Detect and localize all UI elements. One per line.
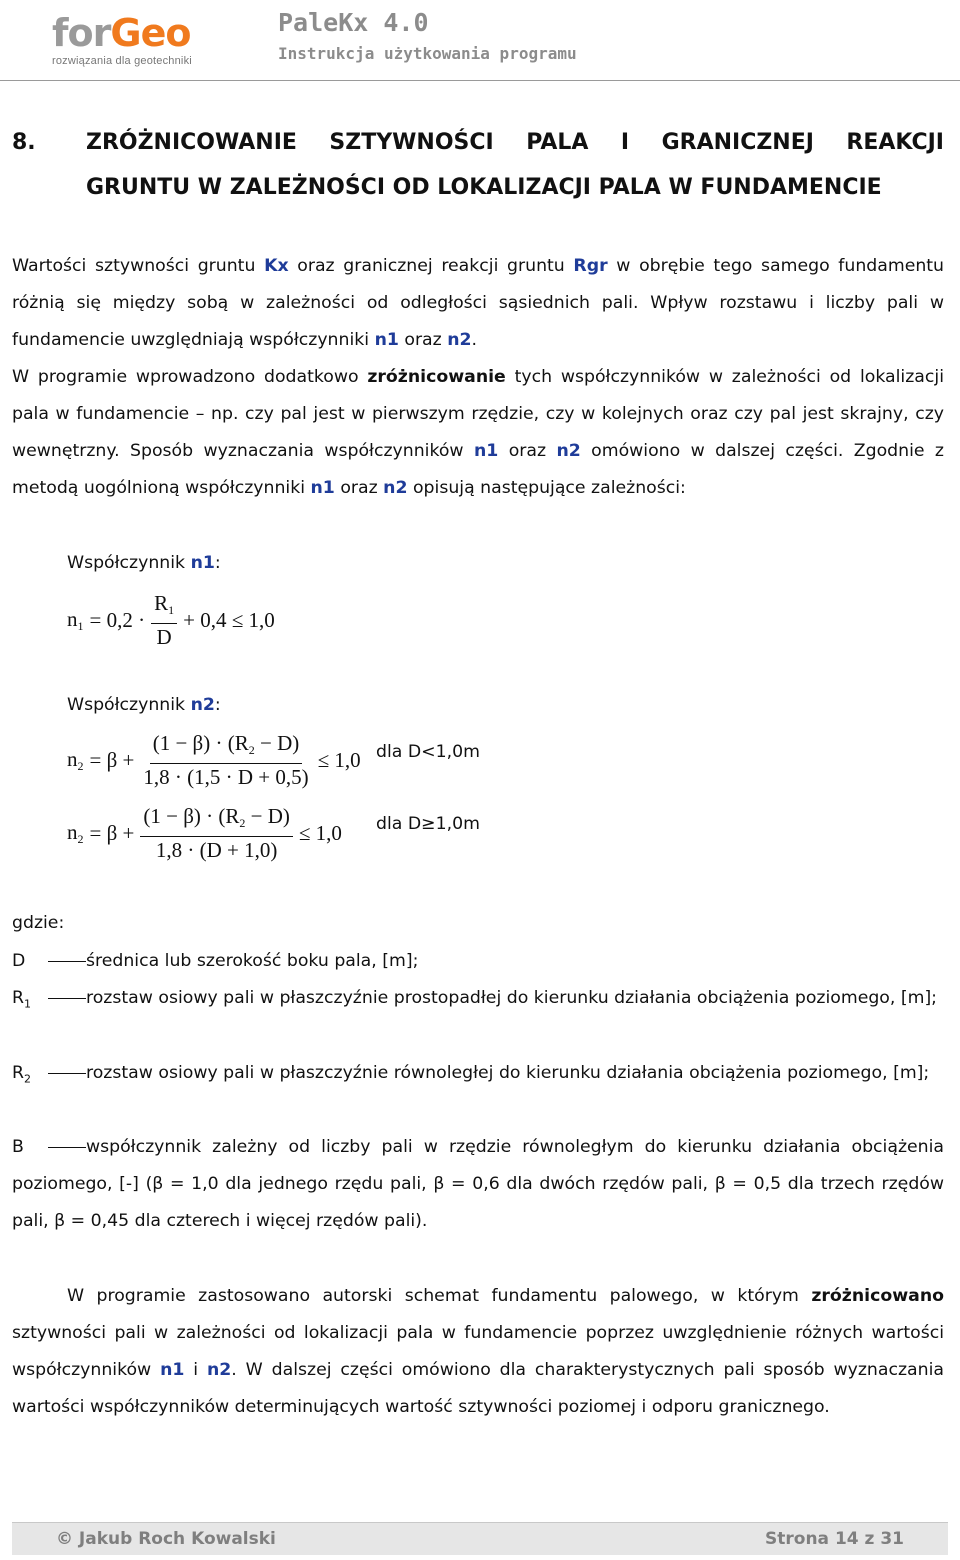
header-title: PaleKx 4.0 (278, 8, 429, 37)
formula-n2-large-d: $n_2$ = β + $\frac{(1 - \beta) \cdot (R_2 - D)}{1,8 \cdot (D + 1,0)}$ ≤ 1,0 (67, 804, 342, 862)
kx-term: Kx (264, 256, 289, 276)
formula-n1: $n_1$ = 0,2 · $\frac{R_1}{D}$ + 0,4 ≤ 1,0 (67, 591, 275, 649)
def-term-beta: B (12, 1137, 24, 1157)
def-term-r2: $R_2$ (12, 1063, 32, 1086)
logo-tagline: rozwiązania dla geotechniki (52, 55, 192, 67)
section-title-line2: GRUNTU W ZALEŻNOŚCI OD LOKALIZACJI PALA W FUNDAMENCIE (86, 175, 882, 200)
section-number: 8. (12, 130, 36, 155)
def-text-d: średnica lub szerokość boku pala, [m]; (86, 951, 419, 971)
formula-n2-label: Współczynnik n2: (67, 695, 221, 715)
section-title-line1: ZRÓŻNICOWANIE SZTYWNOŚCI PALA I GRANICZNEJ REAKCJI (86, 130, 944, 155)
def-dash (48, 961, 86, 962)
header-divider (0, 80, 960, 81)
condition-d-ge-1: dla D≥1,0m (376, 814, 480, 834)
logo-wordmark: forGeo (52, 11, 191, 55)
def-term-r1: $R_1$ (12, 988, 32, 1011)
paragraph-differentiation: W programie wprowadzono dodatkowo zróżnicowanie tych współczynników w zależności od lokalizacji pala w fundamencie – np. czy pal jest w pierwszym rzędzie, czy w kolejnych oraz czy pal jest skrajny, czy wewnętrzny. Sposób wyznaczania współczynników n1 oraz n2 omówiono w dalszej części. Zgodnie z metodą uogólnioną współczynniki n1 oraz n2 opisują następujące zależności: (12, 367, 944, 498)
formula-n1-label: Współczynnik n1: (67, 553, 221, 573)
fraction-n2-large-d: $\frac{(1 - \beta) \cdot (R_2 - D)}{1,8 \cdot (D + 1,0)}$ (140, 803, 293, 863)
def-text-r2: rozstaw osiowy pali w płaszczyźnie równoległej do kierunku działania obciążenia poziomego, [m]; (86, 1063, 930, 1083)
paragraph-scheme: W programie zastosowano autorski schemat fundamentu palowego, w którym zróżnicowano sztywności pali w zależności od lokalizacji pala w fundamencie poprzez uwzględnienie różnych wartości współczynników n1 i n2. W dalszej części omówiono dla charakterystycznych pali sposób wyznaczania wartości współczynników determinujących wartość sztywności poziomej i odporu granicznego. (12, 1286, 944, 1417)
fraction-n2-small-d: $\frac{(1 - \beta) \cdot (R_2 - D)}{1,8 \cdot (1,5 \cdot D + 0,5)}$ (143, 731, 309, 789)
condition-d-lt-1: dla D<1,0m (376, 742, 480, 762)
formula-n2-small-d: $n_2$ = β + $\frac{(1 - \beta) \cdot (R_2 - D)}{1,8 \cdot (1,5 \cdot D + 0,5)}$ ≤ 1,0 (67, 731, 361, 789)
def-term-d: D (12, 951, 26, 971)
footer-author: © Jakub Roch Kowalski (56, 1529, 276, 1549)
def-text-beta: współczynnik zależny od liczby pali w rzędzie równoległym do kierunku działania obciążenia poziomego, [-] (β = 1,0 dla jednego rzędu pali, β = 0,6 dla dwóch rzędów pali, β = 0,5 dla trzech rzędów pali, β = 0,45 dla czterech i więcej rzędów pali). (12, 1137, 944, 1231)
def-text-r1: rozstaw osiowy pali w płaszczyźnie prostopadłej do kierunku działania obciążenia poziomego, [m]; (86, 988, 938, 1008)
paragraph-intro: Wartości sztywności gruntu Kx oraz granicznej reakcji gruntu Rgr w obrębie tego samego fundamentu różnią się między sobą w zależności od odległości sąsiednich pali. Wpływ rozstawu i liczby pali w fundamencie uwzględniają współczynniki n1 oraz n2. (12, 256, 945, 350)
definitions-intro: gdzie: (12, 913, 65, 933)
footer-page-number: Strona 14 z 31 (765, 1529, 904, 1549)
fraction-r1-over-d: $\frac{R_1}{D}$ (151, 590, 177, 650)
rgr-term: Rgr (573, 256, 608, 276)
header-subtitle: Instrukcja użytkowania programu (278, 44, 577, 63)
forgeo-logo (52, 8, 202, 72)
